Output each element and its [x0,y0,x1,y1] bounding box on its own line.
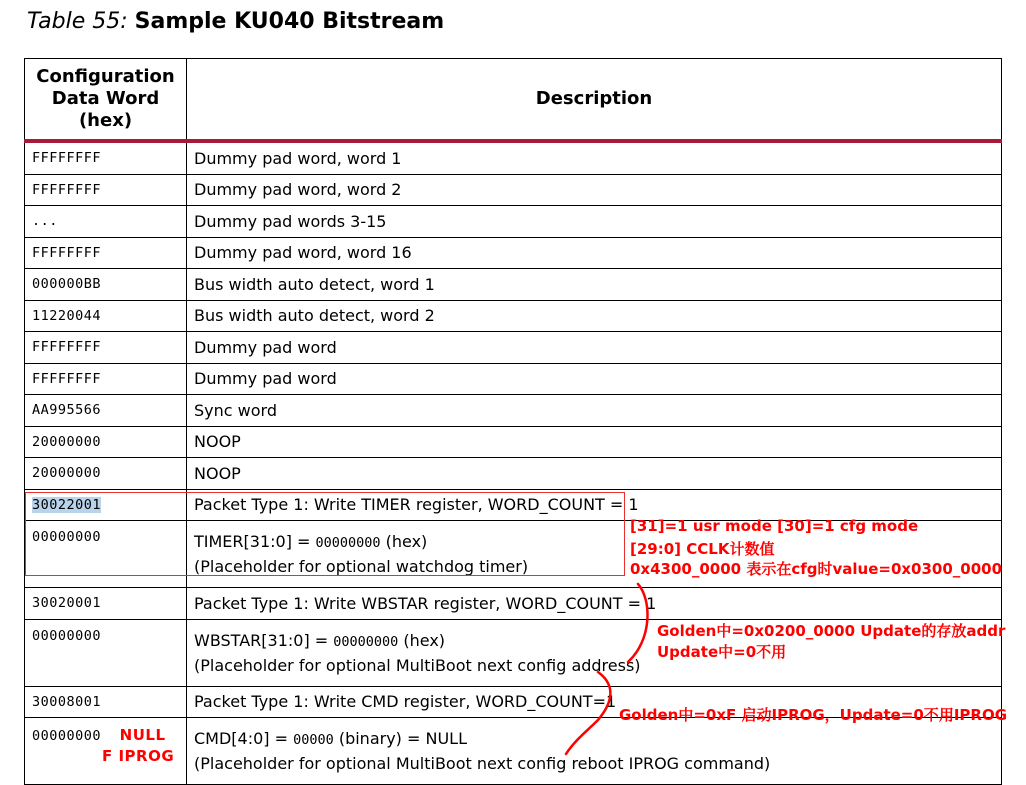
cmd-note-iprog: Golden中=0xF 启动IPROG，Update=0不用IPROG [619,706,1008,724]
hex-cell [25,718,187,785]
wbstar-note-update: Update中=0不用 [657,643,787,661]
timer-note-mode-bits: [31]=1 usr mode [30]=1 cfg mode [630,517,919,535]
hex-cell: 30020001 [25,588,187,620]
description-cell: NOOP [187,426,1002,458]
hex-cell: 00000000 [25,521,187,588]
hex-cell: FFFFFFFF [25,141,187,174]
description-cell: Dummy pad words 3-15 [187,206,1002,238]
annotation-f-iprog: F IPROG [102,747,175,765]
description-cell: Dummy pad word, word 1 [187,141,1002,174]
hex-cell: FFFFFFFF [25,332,187,364]
timer-note-cclk: [29:0] CCLK计数值 [630,540,775,558]
description-cell: Dummy pad word [187,363,1002,395]
desc-value: 00000 [293,732,334,748]
hex-cell: 20000000 [25,426,187,458]
header-config-word: Configuration Data Word (hex) [25,59,187,142]
description-cell: Packet Type 1: Write CMD register, WORD_COUNT=1 [187,686,1002,718]
table-row [25,141,1002,174]
caption-title: Sample KU040 Bitstream [134,9,445,34]
caption-label: Table 55: [27,9,128,34]
table-header-row [25,59,1002,142]
desc-prefix: WBSTAR[31:0] = [194,630,334,650]
table-row [25,489,1002,521]
wbstar-note-golden: Golden中=0x0200_0000 Update的存放addr [657,622,1006,640]
table-row [25,269,1002,301]
hex-cell: AA995566 [25,395,187,427]
table-row [25,395,1002,427]
hex-cell: ... [25,206,187,238]
description-cell: Sync word [187,395,1002,427]
hex-cell: 00000000 [25,619,187,686]
description-cell: Dummy pad word, word 2 [187,174,1002,206]
bitstream-table [24,58,1002,785]
table-row [25,588,1002,620]
hex-value: 00000000 [32,728,102,744]
table-row [25,458,1002,490]
table-row [25,174,1002,206]
description-cell: Dummy pad word [187,332,1002,364]
desc-line2: (Placeholder for optional watchdog timer) [194,557,529,576]
hex-cell-selected[interactable] [25,489,187,521]
timer-note-value: 0x4300_0000 表示在cfg时value=0x0300_0000 [630,560,1003,578]
hex-cell: FFFFFFFF [25,363,187,395]
desc-prefix: TIMER[31:0] = [194,532,316,551]
description-cell: Packet Type 1: Write WBSTAR register, WORD_COUNT = 1 [187,588,1002,620]
hex-cell: 000000BB [25,269,187,301]
hex-cell: 11220044 [25,300,187,332]
desc-line2: (Placeholder for optional MultiBoot next config address) [194,655,641,675]
description-cell: Bus width auto detect, word 2 [187,300,1002,332]
table-row [25,332,1002,364]
table-row [25,206,1002,238]
description-cell: Bus width auto detect, word 1 [187,269,1002,301]
table-row [25,300,1002,332]
header-description: Description [187,59,1002,142]
hex-cell: 30008001 [25,686,187,718]
table-row [25,718,1002,785]
description-cell: Packet Type 1: Write TIMER register, WORD_COUNT = 1 [187,489,1002,521]
desc-line2: (Placeholder for optional MultiBoot next config reboot IPROG command) [194,754,771,773]
desc-suffix: (hex) [380,532,428,551]
table-caption [27,9,444,34]
desc-prefix: CMD[4:0] = [194,729,294,748]
table-row [25,363,1002,395]
desc-value: 00000000 [333,633,399,650]
description-cell [187,718,1002,785]
description-cell: Dummy pad word, word 16 [187,237,1002,269]
table-row [25,426,1002,458]
table-row [25,237,1002,269]
hex-cell: 20000000 [25,458,187,490]
desc-suffix: (binary) = NULL [333,729,467,748]
hex-cell: FFFFFFFF [25,174,187,206]
selected-text: 30022001 [32,496,102,513]
desc-suffix: (hex) [398,630,446,650]
annotation-null: NULL [119,726,166,744]
hex-cell: FFFFFFFF [25,237,187,269]
desc-value: 00000000 [315,535,381,551]
description-cell: NOOP [187,458,1002,490]
